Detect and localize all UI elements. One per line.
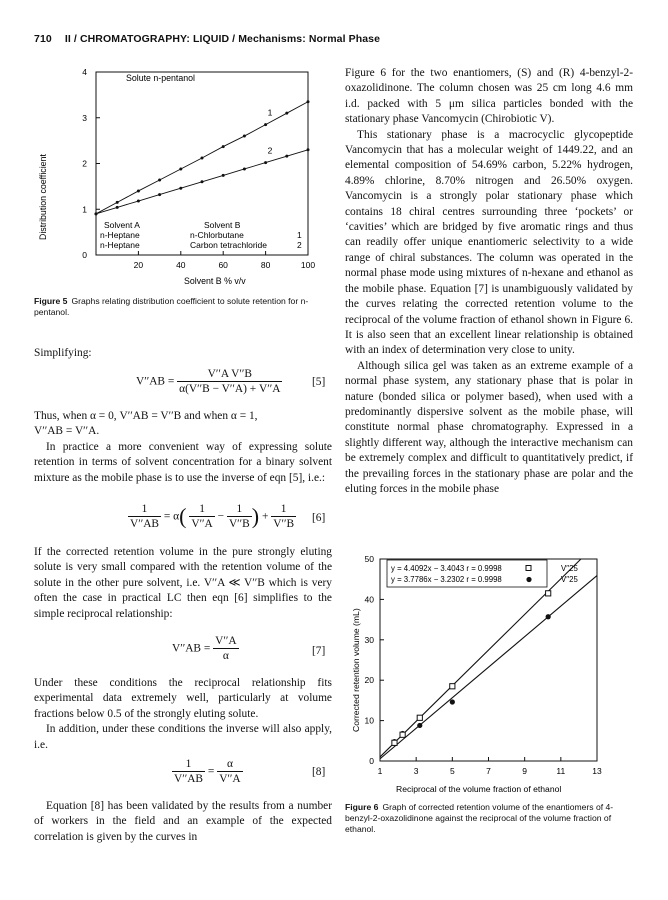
legend-solvent-b-head: Solvent B xyxy=(204,220,241,230)
equation-5 xyxy=(136,367,282,396)
para-addition: In addition, under these conditions the inverse will also apply, i.e. xyxy=(34,723,332,751)
circle-point xyxy=(546,614,551,619)
eq6-equals-alpha: = α xyxy=(163,510,180,523)
para-practice: In practice a more convenient way of expressing solute retention in terms of solvent concentration for a binary solvent mixture as the mobile phase is to use the inverse of eqn [5], i.e.: xyxy=(34,440,332,484)
square-point xyxy=(546,591,551,596)
eq6-c-num: 1 xyxy=(271,502,296,517)
y-tick-label: 30 xyxy=(364,634,374,645)
series-1-point xyxy=(137,189,140,192)
figure-5-caption-text: Graphs relating distribution coefficient to solute retention for n-pentanol. xyxy=(34,296,309,317)
right-para-3: Although silica gel was taken as an extreme example of a normal phase system, any stationary phase that is polar in nature (bonded silica or polymer based), when used with a predominantly dispersive solvent as the mobile phase, will constitute normal phase chromatography. Expressed in a slightly different way, although the interactive mechanism can be extremely complex and difficult to quantitatively predict, if the prevailing forces in the stationary phase are polar and the eluting forces in the mobile phase xyxy=(345,359,633,495)
left-thus xyxy=(34,409,332,486)
equation-7 xyxy=(172,634,239,663)
eq6-term-c xyxy=(271,502,296,531)
series-1-point xyxy=(243,135,246,138)
x-tick-label: 11 xyxy=(556,766,566,776)
eq6-lhs-num: 1 xyxy=(128,502,161,517)
series-2-point xyxy=(179,187,182,190)
x-tick-label: 80 xyxy=(260,260,271,270)
legend-row1-n: 1 xyxy=(297,230,302,240)
figure-6-legend xyxy=(387,560,578,587)
eq6-lhs-den: V′′AB xyxy=(130,518,160,530)
legend-solvent-a-head: Solvent A xyxy=(104,220,140,230)
series-1-point xyxy=(222,145,225,148)
legend-row2-a: n-Heptane xyxy=(100,240,140,250)
figure-5-ylabel: Distribution coefficient xyxy=(38,154,48,240)
page-number: 710 xyxy=(34,33,52,45)
figure-5-inset-title: Solute n-pentanol xyxy=(126,73,195,83)
eq6-plus: + xyxy=(261,510,269,523)
circle-point xyxy=(450,699,455,704)
figure-5-legend xyxy=(100,220,302,250)
series-2-point xyxy=(116,206,119,209)
left-under xyxy=(34,676,332,753)
y-tick-label: 50 xyxy=(364,554,374,564)
figure-5-caption-label: Figure 5 xyxy=(34,296,68,306)
eq5-lhs: V′′AB = xyxy=(136,375,175,388)
legend-square-marker xyxy=(526,566,531,571)
eq8-lhs-num: 1 xyxy=(172,757,205,772)
thus-line-1: Thus, when α = 0, V′′AB = V′′B and when α = 1, xyxy=(34,410,258,422)
eq8-lhs-den: V′′AB xyxy=(174,773,204,785)
eq8-rhs-num: α xyxy=(217,757,242,772)
fit-line-squares xyxy=(380,559,581,757)
series-2-point xyxy=(222,174,225,177)
eq6-b-num: 1 xyxy=(227,502,252,517)
x-tick-label: 40 xyxy=(176,260,186,270)
running-title: II / CHROMATOGRAPHY: LIQUID / Mechanisms: Normal Phase xyxy=(64,33,381,45)
eq8-number: [8] xyxy=(312,766,326,778)
figure-5-caption xyxy=(34,296,334,318)
series-1-point xyxy=(116,201,119,204)
series-2-point xyxy=(264,161,267,164)
para-eq8: Equation [8] has been validated by the results from a number of workers in the field and an example of the expected correlation is given by the curves in xyxy=(34,800,332,843)
eq6-b-den: V′′B xyxy=(228,518,250,530)
series-2-point xyxy=(158,193,161,196)
square-point xyxy=(450,684,455,689)
eq6-minus: − xyxy=(217,510,225,523)
legend-row1-b: n-Chlorbutane xyxy=(190,230,244,240)
figure-6-chart xyxy=(345,552,635,796)
y-tick-label: 2 xyxy=(82,158,87,169)
figure-6-caption-text: Graph of corrected retention volume of the enantiomers of 4-benzyl-2-oxazolidinone against the reciprocal of the volume fraction of ethanol. xyxy=(345,802,614,834)
eq5-numerator: V′′A V′′B xyxy=(177,367,282,382)
legend-circle-marker xyxy=(526,577,531,582)
eq6-a-den: V′′A xyxy=(191,518,213,530)
eq7-lhs: V′′AB = xyxy=(172,642,211,655)
x-tick-label: 60 xyxy=(218,260,228,270)
figure-6-caption-label: Figure 6 xyxy=(345,802,379,812)
square-point xyxy=(417,715,422,720)
simplifying-line: Simplifying: xyxy=(34,347,92,359)
series-1-point xyxy=(285,112,288,115)
series-1-point xyxy=(179,167,182,170)
y-tick-label: 1 xyxy=(82,204,87,215)
x-tick-label: 13 xyxy=(592,766,602,776)
left-simplifying xyxy=(34,346,332,361)
series-1-point xyxy=(264,123,267,126)
right-para-1: Figure 6 for the two enantiomers, (S) and (R) 4-benzyl-2-oxazolidinone. The column chosen was 25 cm long 4.6 mm i.d. packed with 5 μm silica particles bonded with the stationary phase Vancomycin (Chirobiotic V). xyxy=(345,67,633,126)
figure-6-xlabel: Reciprocal of the volume fraction of ethanol xyxy=(396,784,562,794)
figure-6-caption xyxy=(345,802,635,835)
series-2-point xyxy=(243,167,246,170)
x-tick-label: 3 xyxy=(413,766,419,776)
figure-6-ylabel: Corrected retention volume (mL) xyxy=(351,608,361,732)
equation-6: $\frac{1}{V''AB}$ = α( $\frac{1}{V''A}$ − $\frac{1}{V''B}$ ) + $\frac{1}{V''B}$ xyxy=(130,503,295,530)
series-2-point xyxy=(285,155,288,158)
fit-line-circles xyxy=(380,576,597,759)
eq8-equals: = xyxy=(207,765,215,778)
y-tick-label: 0 xyxy=(82,250,87,260)
eq6-number: [6] xyxy=(312,512,326,524)
series-1-point xyxy=(307,100,310,103)
y-tick-label: 20 xyxy=(364,675,374,686)
legend-eq-2: y = 3.7786x − 3.2302 r = 0.9998 xyxy=(391,575,502,584)
y-tick-label: 10 xyxy=(364,715,374,726)
series-2-point xyxy=(95,212,98,215)
eq7-den: α xyxy=(222,650,229,662)
figure-5-xlabel: Solvent B % v/v xyxy=(184,276,246,286)
legend-eq-1: y = 4.4092x − 3.4043 r = 0.9998 xyxy=(391,564,502,573)
square-point xyxy=(392,740,397,745)
legend-label-2: V′′25 xyxy=(561,575,578,584)
eq5-fraction xyxy=(177,367,282,396)
y-tick-label: 40 xyxy=(364,594,374,605)
legend-row2-n: 2 xyxy=(297,240,302,250)
line-label-1: 1 xyxy=(267,107,273,118)
x-tick-label: 5 xyxy=(449,766,455,776)
eq6-term-a xyxy=(189,502,214,531)
left-eq8-para xyxy=(34,799,332,845)
series-2-point xyxy=(307,148,310,151)
thus-line-2: V′′AB = V′′A. xyxy=(34,425,100,438)
para-corrected: If the corrected retention volume in the pure strongly eluting solute is very small compared with the retention volume of the solute in the other pure solvent, i.e. V′′A ≪ V′′B which is very often the case in practical LC then eqn [6] simplifies to the simple reciprocal relationship: xyxy=(34,546,332,620)
series-1-point xyxy=(158,178,161,181)
eq8-rhs xyxy=(217,757,242,786)
square-point xyxy=(400,732,405,737)
eq5-number: [5] xyxy=(312,376,326,388)
series-2-point xyxy=(201,180,204,183)
y-tick-label: 4 xyxy=(82,67,87,77)
series-1-point xyxy=(201,157,204,160)
y-tick-label: 0 xyxy=(369,756,374,766)
legend-label-1: V′′25 xyxy=(561,564,578,573)
eq7-fraction xyxy=(213,634,238,663)
legend-row2-b: Carbon tetrachloride xyxy=(190,240,268,250)
eq8-lhs xyxy=(172,757,205,786)
x-tick-label: 20 xyxy=(133,260,144,270)
eq6-a-num: 1 xyxy=(189,502,214,517)
equation-8 xyxy=(172,757,243,786)
eq5-denominator: α(V′′B − V′′A) + V′′A xyxy=(179,383,281,395)
y-tick-label: 3 xyxy=(82,112,87,123)
running-header xyxy=(34,33,380,45)
x-tick-label: 7 xyxy=(486,766,491,776)
eq7-num: V′′A xyxy=(215,635,237,647)
eq7-number: [7] xyxy=(312,645,326,657)
figure-5-series xyxy=(95,100,310,215)
left-corrected xyxy=(34,545,332,622)
figure-5-chart xyxy=(34,58,326,298)
legend-row1-a: n-Heptane xyxy=(100,230,140,240)
x-tick-label: 9 xyxy=(522,766,528,776)
eq6-lhs xyxy=(128,502,161,531)
line-label-2: 2 xyxy=(267,145,273,156)
series-2-point xyxy=(137,200,140,203)
circle-point xyxy=(417,723,422,728)
x-tick-label: 1 xyxy=(377,766,383,776)
right-para-2: This stationary phase is a macrocyclic glycopeptide Vancomycin that has a molecular weight of 1449.22, and an elemental composition of 54.69% carbon, 5.22% hydrogen, 4.89% chlorine, 8.70% nitrogen and 26.50% oxygen. Vancomycin is a strongly polar stationary phase which contains 18 chiral centres surrounding three ‘pockets’ or ‘cavities’ which are bridged by five aromatic rings and thus can readily offer unique enantiomeric selectivity to a wide range of chiral substances. The column was operated in the normal phase mode using mixtures of n-hexane and ethanol as the mobile phase. Equation [7] is unambiguously validated by the curves relating the corrected retention volume to the reciprocal of the volume fraction of ethanol shown in Figure 6. It is also seen that an excellent linear relationship is obtained with an index of determination very close to unity. xyxy=(345,128,633,357)
para-under: Under these conditions the reciprocal relationship fits experimental data extremely well, particularly at volume fractions below 0.5 of the strongly eluting solute. xyxy=(34,677,332,720)
figure-6-series xyxy=(380,559,597,759)
eq6-c-den: V′′B xyxy=(273,518,295,530)
right-column-text xyxy=(345,66,633,497)
x-tick-label: 100 xyxy=(300,260,316,270)
eq6-term-b xyxy=(227,502,252,531)
eq8-rhs-den: V′′A xyxy=(219,773,241,785)
